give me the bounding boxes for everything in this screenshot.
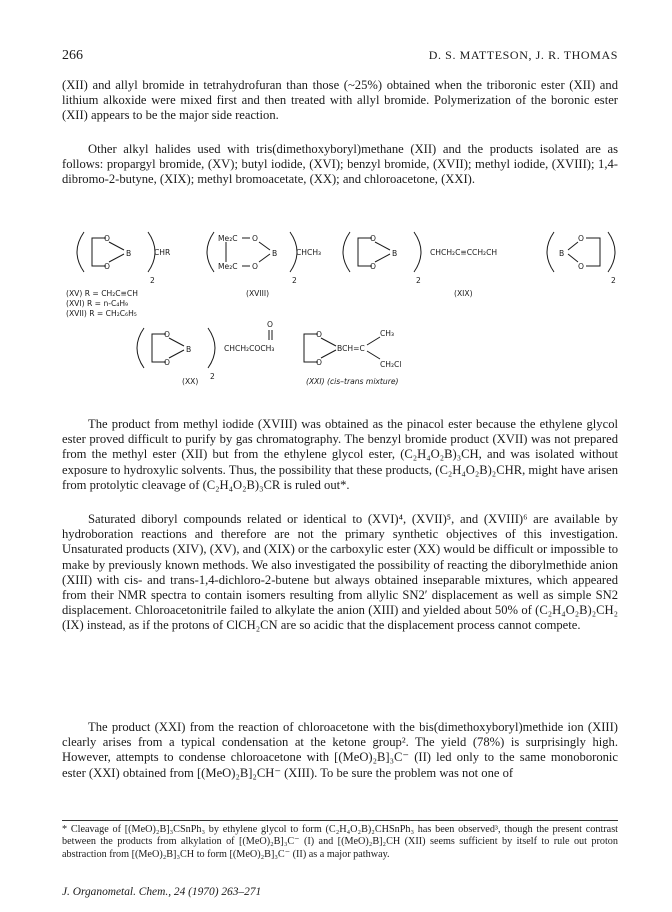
pinacol-top: Me₂C	[218, 234, 238, 243]
xix-left-oxygen-bottom: O	[370, 262, 376, 271]
structure-xix	[343, 232, 616, 298]
footnote: * Cleavage of [(MeO)₂B]₃CSnPh₃ by ethylene glycol to form (C₂H₄O₂B)₂CHSnPh₃ has been observed³, though the present contrast between the products from alkylation of [(MeO)₂B]₃C⁻ (I) and [(MeO)₂B]₂CH (XII) seems sufficient by itself to rule out proton abstraction from [(MeO)₂B]₃CH to form [(MeO)₂B]₃C⁻ (II) as a major pathway.	[62, 824, 618, 860]
ring-oxygen-top: O	[104, 234, 110, 243]
label-xix: (XIX)	[454, 289, 473, 298]
structure-xv-xvii	[66, 232, 171, 318]
xix-right-subscript: 2	[611, 276, 616, 285]
xix-right-oxygen-top: O	[578, 234, 584, 243]
paragraph-diboryl: Saturated diboryl compounds related or identical to (XVI)⁴, (XVII)⁵, and (XVIII)⁶ are available by hydroboration reactions and therefore are not the primary synthetic objectives of this investigation. Unsaturated products (XIV), (XV), and (XIX) or the carboxylic ester (XX) would be difficult or impossible to make by previously known methods. We also investigated the possibility of reacting the diborylmethide anion (XIII) with cis- and trans-1,4-dichloro-2-butene but always obtained inseparable mixtures, which appeared from their NMR spectra to contain isomers resulting from allylic SN2′ displacement as well as simple SN2 displacement. Chloroacetonitrile failed to alkylate the anion (XIII) and yielded about 50% of (C₂H₄O₂B)₂CH₂ (IX) instead, as if the protons of ClCH₂CN are so acidic that the displacement process cannot compete.	[62, 512, 618, 633]
structure-xxi	[304, 329, 401, 386]
xix-right-oxygen-bottom: O	[578, 262, 584, 271]
structures-figure	[62, 226, 618, 386]
group-bch-c: BCH=C	[337, 344, 365, 353]
ring-oxygen-bottom: O	[104, 262, 110, 271]
bracket-subscript: 2	[150, 276, 155, 285]
xix-left-oxygen-top: O	[370, 234, 376, 243]
paragraph-methyl-iodide: The product from methyl iodide (XVIII) was obtained as the pinacol ester because the ethylene glycol ester proved difficult to purify by gas chromatography. The benzyl bromide product (XVII) was not prepared from the methyl ester (XII) but from the ethylene glycol ester, (C₂H₄O₂B)₃CH, and was isolated without exposure to hydroxylic solvents. Thus, the possibility that these products, (C₂H₄O₂B)₂CHR, might have arisen from protolytic cleavage of (C₂H₄O₂B)₃CR is ruled out*.	[62, 417, 618, 492]
xx-carbonyl-oxygen: O	[267, 320, 273, 329]
boron-atom: B	[126, 249, 132, 258]
pinacol-oxygen-top: O	[252, 234, 258, 243]
label-xviii: (XVIII)	[246, 289, 270, 298]
group-chch3: CHCH₃	[296, 248, 322, 257]
structure-xx	[137, 320, 274, 386]
label-xx: (XX)	[182, 377, 199, 386]
label-xv: (XV) R = CH₂C≡CH	[66, 289, 138, 298]
label-xvii: (XVII) R = CH₂C₆H₅	[66, 309, 137, 318]
group-chch2coch3: CHCH₂COCH₃	[224, 344, 275, 353]
label-xxi: (XXI) (cis–trans mixture)	[306, 377, 399, 386]
xix-left-boron: B	[392, 249, 398, 258]
pinacol-oxygen-bottom: O	[252, 262, 258, 271]
journal-citation: J. Organometal. Chem., 24 (1970) 263–271	[62, 886, 262, 898]
xxi-oxygen-top: O	[316, 330, 322, 339]
group-chr: CHR	[154, 248, 171, 257]
structure-xviii	[207, 232, 321, 298]
xx-oxygen-top: O	[164, 330, 170, 339]
xix-left-subscript: 2	[416, 276, 421, 285]
paragraph-allyl-bromide: (XII) and allyl bromide in tetrahydrofuran than those (~25%) obtained when the triboronic ester (XII) and lithium alkoxide were mixed first and then treated with allyl bromide. Polymerization of the boronic ester (XII) appears to be the major side reaction.	[62, 78, 618, 123]
xx-subscript: 2	[210, 372, 215, 381]
running-authors: D. S. MATTESON, J. R. THOMAS	[428, 48, 618, 62]
running-header	[62, 48, 618, 66]
page-number: 266	[62, 48, 83, 63]
group-chch2ccch2ch: CHCH₂C≡CCH₂CH	[430, 248, 498, 257]
xxi-oxygen-bottom: O	[316, 358, 322, 367]
xx-oxygen-bottom: O	[164, 358, 170, 367]
footnote-rule	[62, 820, 618, 821]
xix-right-boron: B	[559, 249, 565, 258]
paragraph-alkyl-halides: Other alkyl halides used with tris(dimethoxyboryl)methane (XII) and the products isolated are as follows: propargyl bromide, (XV); butyl iodide, (XVI); benzyl bromide, (XVII); methyl iodide, (XVIII); 1,4-dibromo-2-butyne, (XIX); methyl bromoacetate, (XX); and chloroacetone, (XXI).	[62, 142, 618, 187]
pinacol-bottom: Me₂C	[218, 262, 238, 271]
label-xvi: (XVI) R = n-C₄H₉	[66, 299, 129, 308]
pinacol-subscript: 2	[292, 276, 297, 285]
paragraph-chloroacetone: The product (XXI) from the reaction of chloroacetone with the bis(dimethoxyboryl)methide ion (XIII) clearly arises from a typical condensation at the ketone group². The yield (78%) is surprisingly high. However, attempts to condense chloroacetone with [(MeO)₂B]₃C⁻ (II) led only to the same monoboronic ester (XXI) obtained from [(MeO)₂B]₂CH⁻ (XIII). To be sure the problem was not one of	[62, 720, 618, 780]
xxi-ch3: CH₃	[380, 329, 395, 338]
xx-boron: B	[186, 345, 192, 354]
xxi-ch2cl: CH₂Cl	[380, 360, 402, 369]
pinacol-boron: B	[272, 249, 278, 258]
